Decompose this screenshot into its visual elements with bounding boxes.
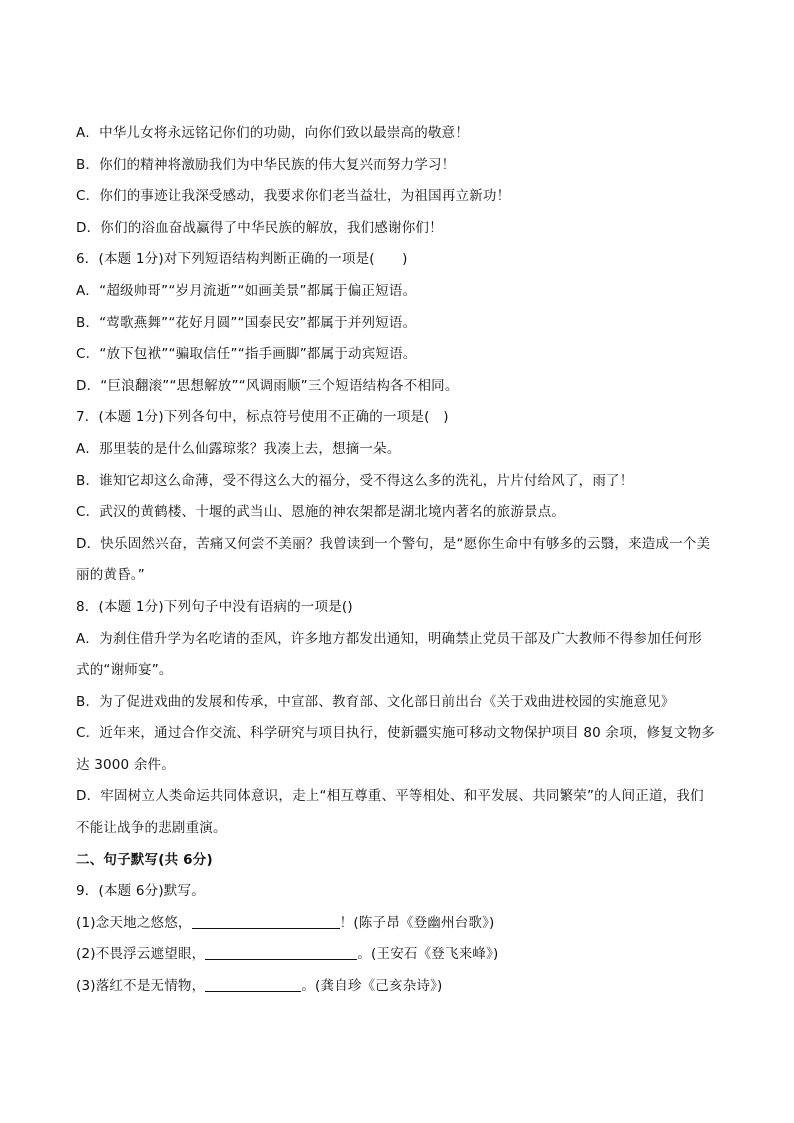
q7-option-d: D．快乐固然兴奋，苦痛又何尝不美丽？我曾读到一个警句，是“愿你生命中有够多的云翳，来造成一个美 xyxy=(76,535,711,552)
q9-item-2 xyxy=(76,939,726,971)
q6-option-b: B．“莺歌燕舞”“花好月圆”“国泰民安”都属于并列短语。 xyxy=(76,314,417,331)
q6-option-c: C．“放下包袱”“骗取信任”“指手画脚”都属于动宾短语。 xyxy=(76,346,417,363)
q5-option-b: B．你们的精神将激励我们为中华民族的伟大复兴而努力学习！ xyxy=(76,156,456,173)
q5-option-c: C．你们的事迹让我深受感动，我要求你们老当益壮，为祖国再立新功！ xyxy=(76,188,511,205)
q7-option-d-cont: 丽的黄昏。” xyxy=(76,567,145,584)
q9-item-1-source: ！(陈子昂《登幽州台歌》) xyxy=(339,914,495,931)
q9-item-3-blank[interactable] xyxy=(205,975,301,992)
q8-option-a-cont: 式的“谢师宴”。 xyxy=(76,662,173,679)
q9-item-3 xyxy=(76,971,726,1003)
q8-option-b: B．为了促进戏曲的发展和传承，中宣部、教育部、文化部日前出台《关于戏曲进校园的实施意见》 xyxy=(76,693,675,710)
q5-option-d: D．你们的浴血奋战赢得了中华民族的解放，我们感谢你们！ xyxy=(76,219,443,236)
q6-option-a: A．“超级帅哥”“岁月流逝”“如画美景”都属于偏正短语。 xyxy=(76,282,417,299)
q7-option-b: B．谁知它却这么命薄，受不得这么大的福分，受不得这么多的洗礼，片片付给风了，雨了！ xyxy=(76,472,634,489)
q6-stem: 6．(本题 1分)对下列短语结构判断正确的一项是( ) xyxy=(76,251,408,268)
q5-option-a: A．中华儿女将永远铭记你们的功勋，向你们致以最崇高的敬意！ xyxy=(76,125,470,141)
q8-stem: 8．(本题 1分)下列句子中没有语病的一项是() xyxy=(76,598,353,615)
q9-item-1-blank[interactable] xyxy=(192,912,340,929)
q9-item-1 xyxy=(76,908,726,940)
q8-option-d: D．牢固树立人类命运共同体意识，走上“相互尊重、平等相处、和平发展、共同繁荣”的人间正道，我们 xyxy=(76,788,704,805)
q8-option-c: C．近年来，通过合作交流、科学研究与项目执行，使新疆实施可移动文物保护项目 80 余项，修复文物多 xyxy=(76,725,715,742)
q8-option-a: A．为刹住借升学为名吃请的歪风，许多地方都发出通知，明确禁止党员干部及广大教师不得参加任何形 xyxy=(76,630,702,647)
q7-option-c: C．武汉的黄鹤楼、十堰的武当山、恩施的神农架都是湖北境内著名的旅游景点。 xyxy=(76,504,566,521)
q9-item-3-source: 。(龚自珍《己亥杂诗》) xyxy=(301,978,443,995)
q9-item-2-source: 。(王安石《登飞来峰》) xyxy=(357,946,499,963)
question-list xyxy=(76,118,726,1003)
q6-option-d: D．“巨浪翻滚”“思想解放”“风调雨顺”三个短语结构各不相同。 xyxy=(76,377,459,394)
q7-stem: 7．(本题 1分)下列各句中，标点符号使用不正确的一项是( ) xyxy=(76,409,449,426)
q8-option-d-cont: 不能让战争的悲剧重演。 xyxy=(76,820,227,837)
q7-option-a: A．那里装的是什么仙露琼浆？我凑上去，想摘一朵。 xyxy=(76,440,401,457)
q8-option-c-cont: 达 3000 余件。 xyxy=(76,756,175,773)
q9-item-1-prompt: (1)念天地之悠悠， xyxy=(76,914,192,931)
q9-item-2-blank[interactable] xyxy=(205,943,357,960)
section-2-title: 二、句子默写(共 6分) xyxy=(76,851,213,868)
q9-item-3-prompt: (3)落红不是无情物， xyxy=(76,978,206,995)
q9-item-2-prompt: (2)不畏浮云遮望眼， xyxy=(76,946,206,963)
q9-stem: 9．(本题 6分)默写。 xyxy=(76,883,205,900)
